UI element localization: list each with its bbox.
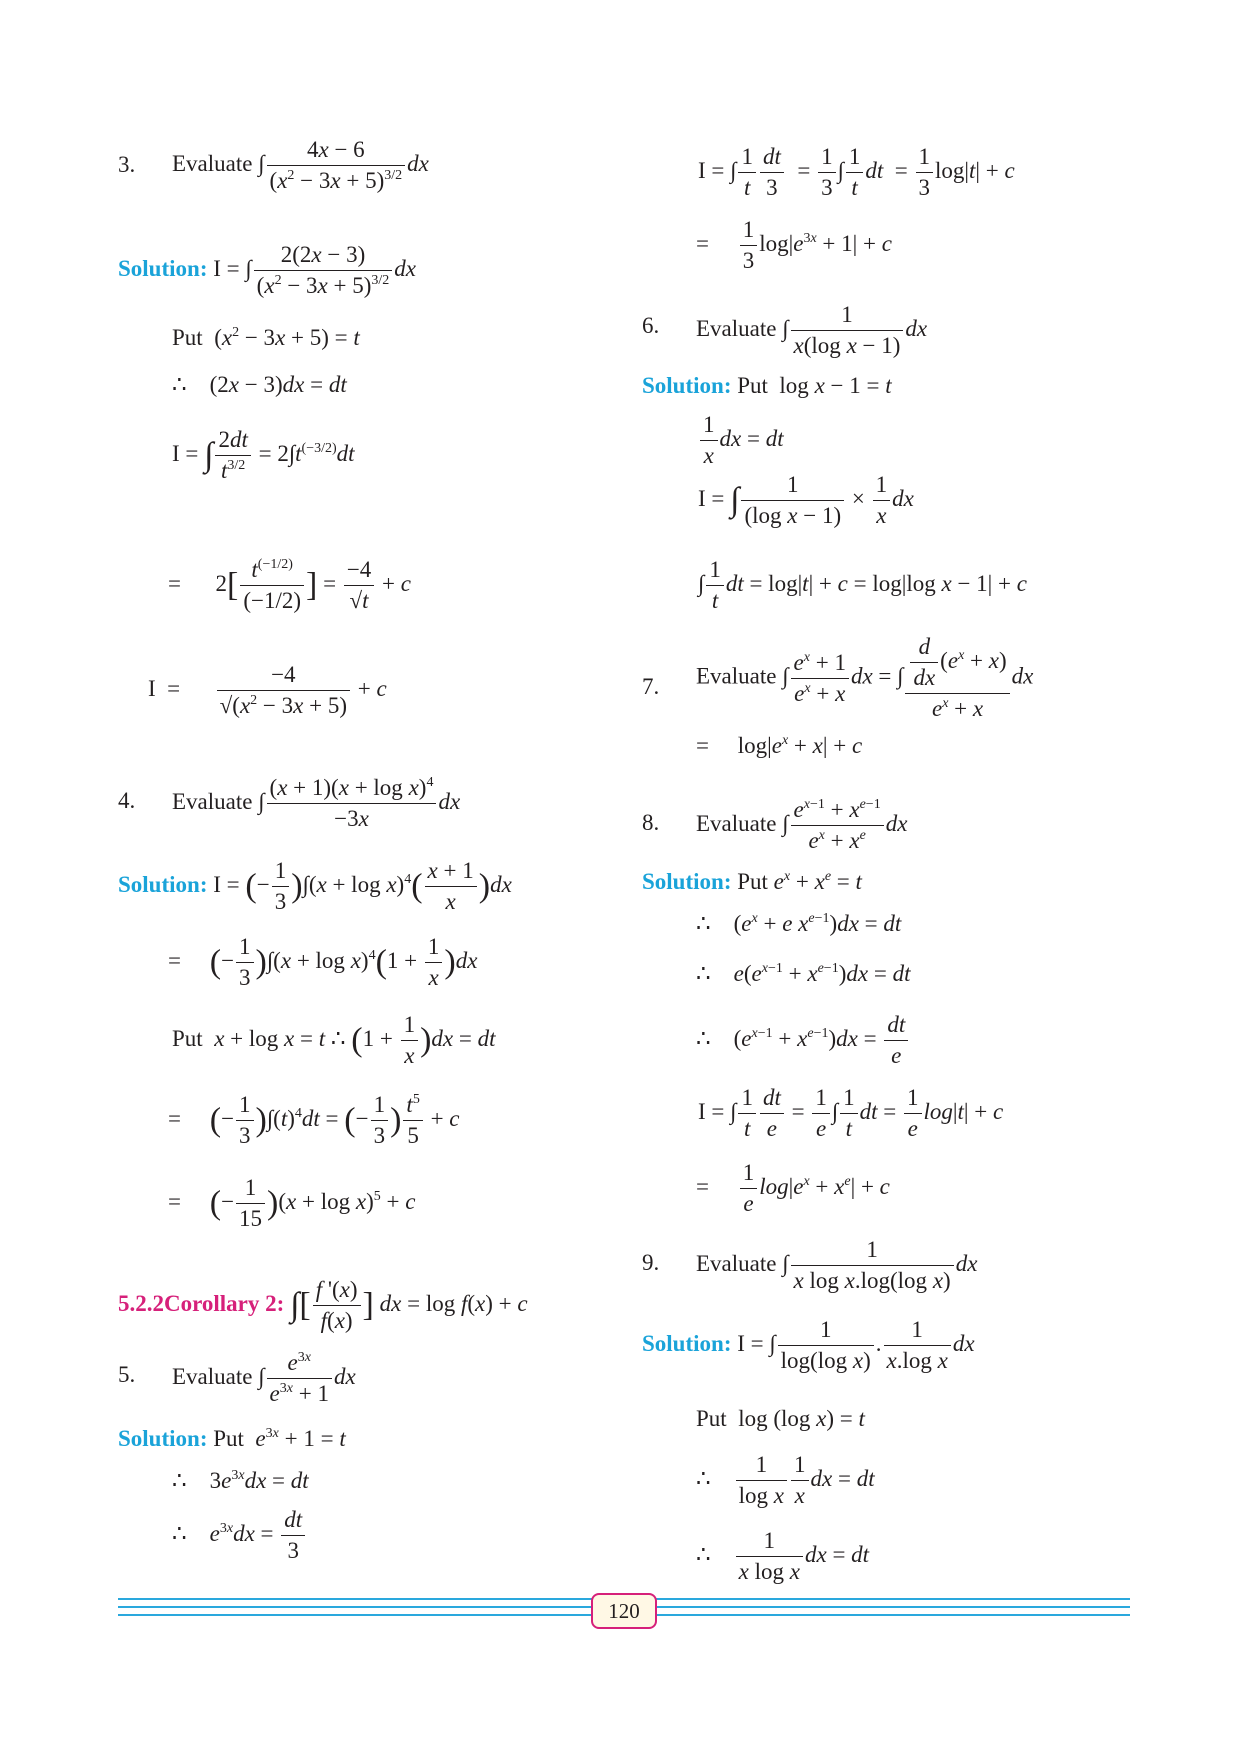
put-label: Put	[737, 869, 768, 894]
problem-5-differential: ∴ $3e^{3x}dx$ = dt	[172, 1468, 309, 1493]
problem-9-solution: Solution: I = ∫ $\frac{1}{\text{log(log x)}}$ . $\frac{1}{\text{x.log x}}$ dx	[642, 1317, 975, 1373]
problem-6-differential: $\frac{1}{x}$ dx = dt	[698, 410, 784, 471]
problem-8-step-4: I = ∫ $\frac{1}{t}$ $\frac{dt}{e}$ = $\frac{1}{e}$ ∫ $\frac{1}{t}$ dt = $\frac{1}{e}$ log|t| + c	[698, 1085, 1004, 1141]
problem-4-solution: Solution: I = (− $\frac{1}{3}$ )$\int(x + \log x)^4$( $\frac{x + 1}{x}$ )dx	[118, 858, 512, 914]
problem-9-differential: ∴ $\frac{1}{\text{log x}}$ $\frac{1}{x}$ dx = dt	[696, 1452, 875, 1508]
problem-9-statement: Evaluate ∫ $\frac{1}{\text{x log x.log(log x)}}$ dx	[696, 1237, 978, 1293]
problem-5-differential-2: ∴ $e^{3x}dx$ = $\frac{dt}{3}$	[172, 1505, 307, 1566]
problem-3-differential: ∴ (2x − 3)dx = dt	[172, 372, 347, 397]
problem-3-number: 3.	[118, 152, 136, 177]
solution-label: Solution:	[118, 255, 208, 281]
put-label: Put	[172, 1025, 203, 1051]
corollary-number: 5.2.2	[118, 1290, 164, 1316]
problem-4-step-2: = (− $\frac{1}{3}$ )$\int(t)^4dt$ = (− $\frac{1}{3}$ ) $\frac{t^5}{5}$ + c	[168, 1092, 460, 1148]
page-number: 120	[591, 1593, 657, 1629]
problem-4-result: = (− $\frac{1}{15}$ )$(x + \log x)^5 + c$	[168, 1175, 416, 1231]
solution-label: Solution:	[642, 869, 732, 894]
problem-8-evaluate: Evaluate	[696, 810, 777, 836]
problem-9-evaluate: Evaluate	[696, 1250, 777, 1276]
problem-3-step-1: I = ∫ $\frac{2dt}{t^{3/2}}$ = $2\int t^{(-3/2)}dt$	[172, 427, 355, 483]
corollary-label: Corollary 2:	[164, 1290, 285, 1316]
problem-8-step-3: ∴ $(e^{x-1} + x^{e-1})dx$ = $\frac{dt}{e}$	[696, 1010, 910, 1071]
problem-3-statement: Evaluate ∫ $\frac{4x - 6}{(x^2 - 3x + 5)^{3/2}}$ dx	[172, 137, 429, 193]
solution-label: Solution:	[118, 871, 208, 897]
problem-5-step-1: I = ∫ $\frac{1}{t}$ $\frac{dt}{3}$ = $\frac{1}{3}$ ∫ $\frac{1}{t}$ dt = $\frac{1}{3}$ log|t| + c	[698, 144, 1015, 200]
problem-3-solution: Solution: I = ∫ $\frac{2(2x - 3)}{(x^2 - 3x + 5)^{3/2}}$ dx	[118, 242, 417, 298]
problem-8-number: 8.	[642, 810, 660, 835]
problem-6-number: 6.	[642, 313, 660, 338]
problem-5-result: = $\frac{1}{3}$ $\log|e^{3x} + 1| + c$	[696, 217, 892, 273]
solution-label: Solution:	[118, 1426, 208, 1451]
problem-3-substitution: Put $(x^2 - 3x + 5) = t$	[172, 325, 360, 350]
problem-3-step-2: = 2[ $\frac{t^{(-1/2)}}{(-1/2)}$ ] = $\frac{-4}{√t}$ + c	[168, 557, 411, 613]
problem-9-differential-2: ∴ $\frac{1}{\text{x log x}}$ dx = dt	[696, 1528, 870, 1584]
put-label: Put	[172, 325, 203, 350]
problem-5-statement: Evaluate ∫ $\frac{e^{3x}}{e^{3x} + 1}$ dx	[172, 1350, 356, 1406]
problem-8-statement: Evaluate ∫ $\frac{e^{x-1} + x^{e-1}}{e^x + x^e}$ dx	[696, 797, 908, 853]
problem-9-number: 9.	[642, 1250, 660, 1275]
problem-4-statement: Evaluate ∫ $\frac{(x + 1)(x + \log x)^4}{-3x}$ dx	[172, 775, 461, 831]
problem-4-substitution: Put x + log x = t ∴ (1 + $\frac{1}{x}$ )dx = dt	[172, 1012, 496, 1068]
problem-8-result: = $\frac{1}{e}$ $\log|e^x + x^e| + c$	[696, 1160, 890, 1216]
problem-7-number: 7.	[642, 674, 660, 699]
problem-8-solution: Solution: Put $e^x + x^e = t$	[642, 869, 862, 894]
problem-6-statement: Evaluate ∫ $\frac{1}{\text{x(log x − 1)}}$ dx	[696, 302, 928, 358]
problem-6-solution: Solution: Put log x − 1 = t	[642, 373, 892, 398]
problem-5-number: 5.	[118, 1362, 136, 1387]
problem-5-evaluate: Evaluate	[172, 1363, 253, 1389]
problem-3-evaluate: Evaluate	[172, 150, 253, 176]
problem-4-step-1: = (− $\frac{1}{3}$ )$\int(x + \log x)^4(1$ + $\frac{1}{x}$ )dx	[168, 934, 478, 990]
problem-8-step-1: ∴ ($e^x + e$ $x^{e-1})dx$ = dt	[696, 911, 902, 936]
corollary-2: 5.2.2Corollary 2: ∫[ $\frac{f '(x)}{f(x)}$ ] dx = log f(x) + c	[118, 1277, 528, 1333]
problem-7-statement: Evaluate ∫ $\frac{e^x + 1}{e^x + x}$ dx = ∫ $\frac{d}{dx}$ $(e^x + x)$ $e^x + x$ dx	[696, 634, 1034, 721]
put-label: Put	[696, 1406, 727, 1431]
problem-8-step-2: ∴ $e(e^{x-1} + x^{e-1})dx$ = dt	[696, 961, 911, 986]
put-label: Put	[737, 373, 768, 398]
problem-5-solution: Solution: Put $e^{3x} + 1 = t$	[118, 1426, 346, 1451]
problem-7-result: = $\log|e^x + x| + c$	[696, 733, 863, 758]
solution-label: Solution:	[642, 1330, 732, 1356]
problem-9-substitution: Put log (log x) = t	[696, 1406, 865, 1431]
problem-4-evaluate: Evaluate	[172, 788, 253, 814]
problem-6-step-1: I = ∫ $\frac{1}{\text{(log x − 1)}}$ × $\frac{1}{x}$ dx	[698, 472, 914, 528]
problem-6-evaluate: Evaluate	[696, 315, 777, 341]
solution-label: Solution:	[642, 373, 732, 398]
problem-7-evaluate: Evaluate	[696, 663, 777, 689]
problem-4-number: 4.	[118, 788, 136, 813]
put-label: Put	[213, 1426, 244, 1451]
problem-3-result: I = $\frac{-4}{√(x^2 - 3x + 5)}$ + c	[148, 662, 387, 718]
problem-6-result: ∫ $\frac{1}{t}$ dt = log|t| + c = log|log x − 1| + c	[698, 557, 1027, 613]
